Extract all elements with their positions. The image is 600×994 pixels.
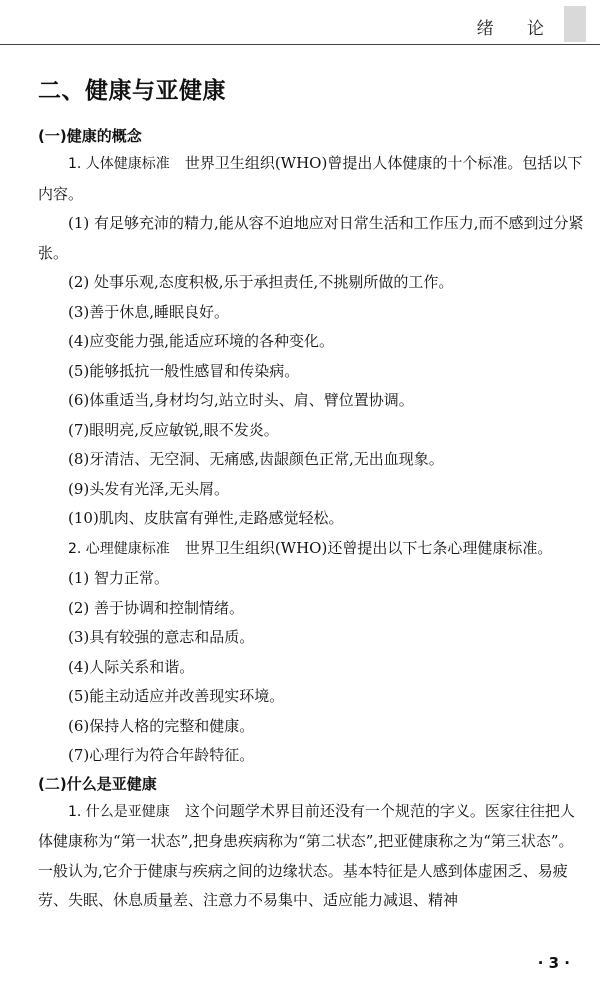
- list-item: (6)保持人格的完整和健康。: [68, 716, 255, 735]
- list-item: (1) 智力正常。: [68, 569, 170, 587]
- list-item: (3)善于休息,睡眠良好。: [68, 302, 230, 321]
- paragraph-text: 世界卫生组织(WHO)曾提出人体健康的十个标准。包括以下内容。: [38, 154, 583, 203]
- paragraph-lead: 2. 心理健康标准: [68, 540, 170, 557]
- list-item: (7)眼明亮,反应敏锐,眼不发炎。: [68, 420, 279, 439]
- header-title: 绪 论: [476, 19, 558, 39]
- list-item: (4)应变能力强,能适应环境的各种变化。: [68, 332, 335, 350]
- list-item: (4)人际关系和谐。: [68, 657, 195, 676]
- page-body: [38, 72, 586, 916]
- running-header: [0, 0, 600, 48]
- paragraph-text: 世界卫生组织(WHO)还曾提出以下七条心理健康标准。: [169, 538, 553, 557]
- physical-standards-list: [38, 209, 586, 534]
- paragraph-mental-health-standard: [38, 534, 586, 565]
- list-item: (2) 善于协调和控制情绪。: [68, 598, 245, 617]
- list-item: (10)肌肉、皮肤富有弹性,走路感觉轻松。: [68, 509, 344, 527]
- list-item: (8)牙清洁、无空洞、无痛感,齿龈颜色正常,无出血现象。: [68, 450, 444, 468]
- mental-standards-list: [38, 564, 586, 771]
- header-rule: [0, 44, 600, 45]
- paragraph-lead: 1. 什么是亚健康: [68, 803, 170, 820]
- list-item: (6)体重适当,身材均匀,站立时头、肩、臂位置协调。: [68, 391, 414, 409]
- paragraph-lead: 1. 人体健康标准: [68, 156, 170, 172]
- paragraph-physical-health-standard: [38, 149, 586, 209]
- list-item: (3)具有较强的意志和品质。: [68, 628, 255, 646]
- list-item: (2) 处事乐观,态度积极,乐于承担责任,不挑剔所做的工作。: [68, 273, 454, 291]
- subsection-title-subhealth: (二)什么是亚健康: [38, 774, 157, 793]
- list-item: (7)心理行为符合年龄特征。: [68, 746, 255, 764]
- list-item: (5)能够抵抗一般性感冒和传染病。: [68, 361, 300, 380]
- header-tab-marker: [564, 6, 586, 42]
- list-item: (1) 有足够充沛的精力,能从容不迫地应对日常生活和工作压力,而不感到过分紧张。: [38, 214, 584, 262]
- list-item: (9)头发有光泽,无头屑。: [68, 479, 230, 498]
- subsection-title-health-concept: (一)健康的概念: [38, 127, 142, 145]
- paragraph-text: 这个问题学术界目前还没有一个规范的字义。医家往往把人体健康称为“第一状态”,把身患疾病称为“第二状态”,把亚健康称之为“第三状态”。一般认为,它介于健康与疾病之间的边缘状态。基本特征是人感到体虚困乏、易疲劳、失眠、休息质量差、注意力不易集中、适应能力减退、精神: [38, 801, 575, 909]
- list-item: (5)能主动适应并改善现实环境。: [68, 687, 285, 705]
- page-number: · 3 ·: [537, 954, 570, 972]
- paragraph-what-is-subhealth: [38, 797, 586, 916]
- section-title: 二、健康与亚健康: [38, 78, 226, 104]
